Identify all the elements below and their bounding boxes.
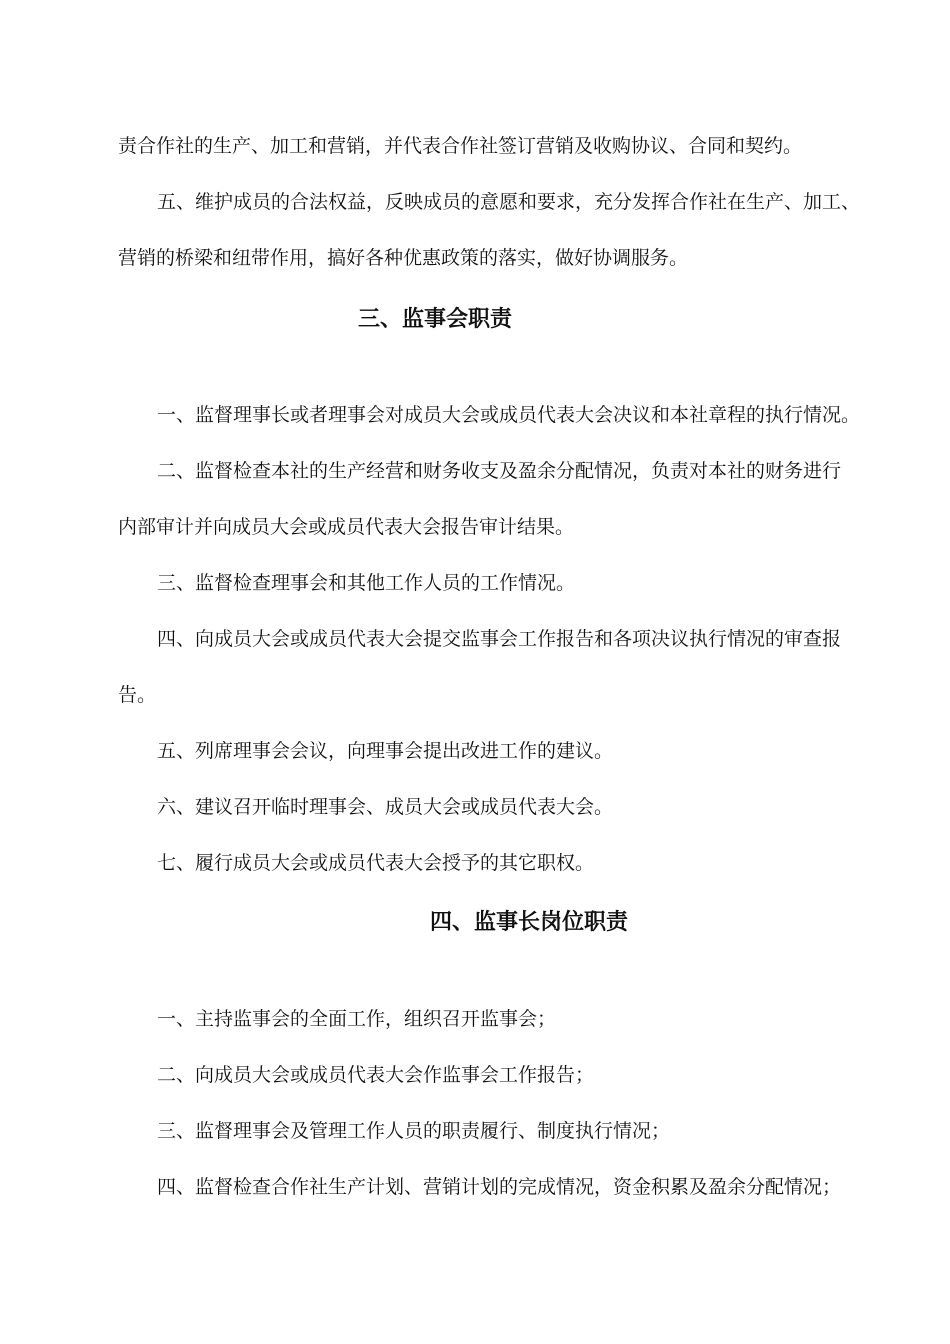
list-item: 四、向成员大会或成员代表大会提交监事会工作报告和各项决议执行情况的审查报: [157, 628, 842, 650]
section-heading: 三、监事会职责: [358, 307, 513, 332]
list-item: 七、履行成员大会或成员代表大会授予的其它职权。: [157, 852, 595, 874]
list-item: 一、主持监事会的全面工作，组织召开监事会；: [157, 1008, 557, 1030]
list-item: 六、建议召开临时理事会、成员大会或成员代表大会。: [157, 796, 614, 818]
list-item: 三、监督检查理事会和其他工作人员的工作情况。: [157, 572, 576, 594]
list-item: 二、向成员大会或成员代表大会作监事会工作报告；: [157, 1064, 595, 1086]
list-item: 二、监督检查本社的生产经营和财务收支及盈余分配情况，负责对本社的财务进行: [157, 460, 842, 482]
list-item: 五、列席理事会会议，向理事会提出改进工作的建议。: [157, 740, 614, 762]
list-item: 三、监督理事会及管理工作人员的职责履行、制度执行情况；: [157, 1120, 671, 1142]
list-item: 一、监督理事长或者理事会对成员大会或成员代表大会决议和本社章程的执行情况。: [157, 404, 861, 426]
paragraph-line: 营销的桥梁和纽带作用，搞好各种优惠政策的落实，做好协调服务。: [118, 247, 689, 269]
section-heading: 四、监事长岗位职责: [430, 910, 629, 935]
paragraph-line: 五、维护成员的合法权益，反映成员的意愿和要求，充分发挥合作社在生产、加工、: [157, 191, 861, 213]
paragraph-line: 责合作社的生产、加工和营销，并代表合作社签订营销及收购协议、合同和契约。: [118, 135, 803, 157]
list-item-continuation: 告。: [118, 684, 157, 706]
list-item: 四、监督检查合作社生产计划、营销计划的完成情况，资金积累及盈余分配情况；: [157, 1176, 842, 1198]
list-item-continuation: 内部审计并向成员大会或成员代表大会报告审计结果。: [118, 516, 575, 538]
